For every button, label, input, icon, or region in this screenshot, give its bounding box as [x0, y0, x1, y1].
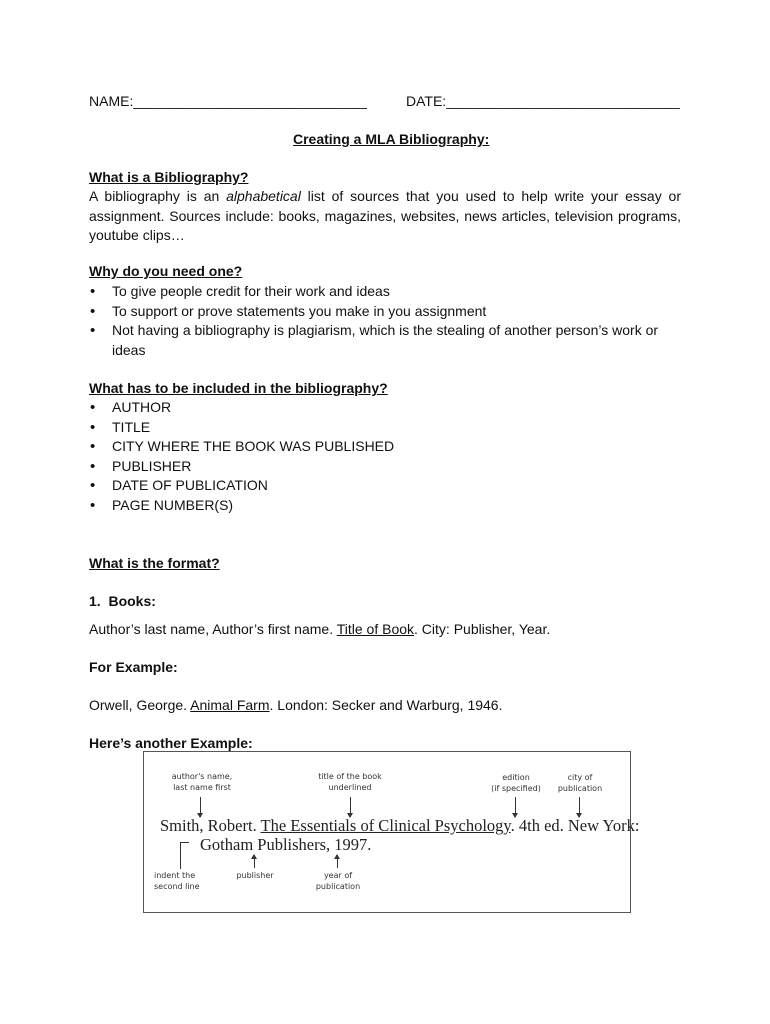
line1-rest: . 4th ed. New York: [510, 816, 640, 835]
example-figure [143, 751, 640, 913]
example-text-start: Orwell, George. [89, 697, 191, 713]
label-city: city of publication [557, 773, 603, 793]
list-item: • CITY WHERE THE BOOK WAS PUBLISHED [89, 437, 679, 457]
list-item: • AUTHOR [89, 398, 679, 418]
arrow-city [579, 797, 580, 817]
arrow-edition [515, 797, 516, 817]
bibliography-definition [89, 187, 681, 246]
example-title: Animal Farm [190, 697, 270, 713]
list-item: • To give people credit for their work and ideas [89, 282, 679, 302]
format-title: Title of Book [336, 621, 415, 637]
why-list [89, 282, 679, 360]
label-publisher: publisher [236, 871, 274, 880]
definition-text-start: A bibliography is an [89, 188, 227, 204]
heading-what-is-format: What is the format? [89, 555, 220, 571]
heading-what-is-bibliography: What is a Bibliography? [89, 169, 249, 185]
label-title: title of the book underlined [318, 772, 382, 792]
heading-for-example: For Example: [89, 659, 178, 675]
definition-text-end: list of sources that you used to help write your essay or assignment. Sources include: books, magazines, websites, news articles, television programs, youtube clips… [89, 188, 681, 243]
heading-another-example: Here’s another Example: [89, 735, 253, 751]
line1-author: Smith, Robert. [160, 816, 261, 835]
definition-emphasis: alphabetical [226, 188, 301, 204]
list-item: • PAGE NUMBER(S) [89, 496, 679, 516]
arrow-year [337, 855, 338, 868]
heading-books: 1. Books: [89, 593, 156, 609]
example-line-2: Gotham Publishers, 1997. [200, 835, 372, 854]
list-item: • DATE OF PUBLICATION [89, 476, 679, 496]
heading-why-need-one: Why do you need one? [89, 263, 243, 279]
date-field-label: DATE:______________________________ [406, 93, 680, 109]
indent-arrow-icon [180, 842, 189, 869]
label-edition: edition (if specified) [491, 773, 541, 793]
format-text-end: . City: Publisher, Year. [414, 621, 551, 637]
arrow-title [350, 797, 351, 817]
arrow-author [200, 797, 201, 817]
included-list [89, 398, 679, 516]
label-author: author's name, last name first [171, 772, 233, 792]
label-year: year of publication [315, 871, 361, 891]
page-title: Creating a MLA Bibliography: [293, 131, 490, 147]
list-item: • Not having a bibliography is plagiarism, which is the stealing of another person’s work or ideas [89, 321, 679, 360]
label-indent: indent the second line [154, 871, 200, 891]
heading-what-included: What has to be included in the bibliography? [89, 380, 388, 396]
example-line-1 [160, 816, 639, 836]
name-field-label: NAME:______________________________ [89, 93, 367, 109]
list-item: • To support or prove statements you make in you assignment [89, 302, 679, 322]
line1-title: The Essentials of Clinical Psychology [260, 816, 511, 835]
list-item: • PUBLISHER [89, 457, 679, 477]
example-text-end: . London: Secker and Warburg, 1946. [269, 697, 503, 713]
example-citation [89, 697, 502, 713]
list-item: • TITLE [89, 418, 679, 438]
format-text-start: Author’s last name, Author’s first name. [89, 621, 337, 637]
books-format-line [89, 621, 550, 637]
arrow-publisher [254, 855, 255, 868]
